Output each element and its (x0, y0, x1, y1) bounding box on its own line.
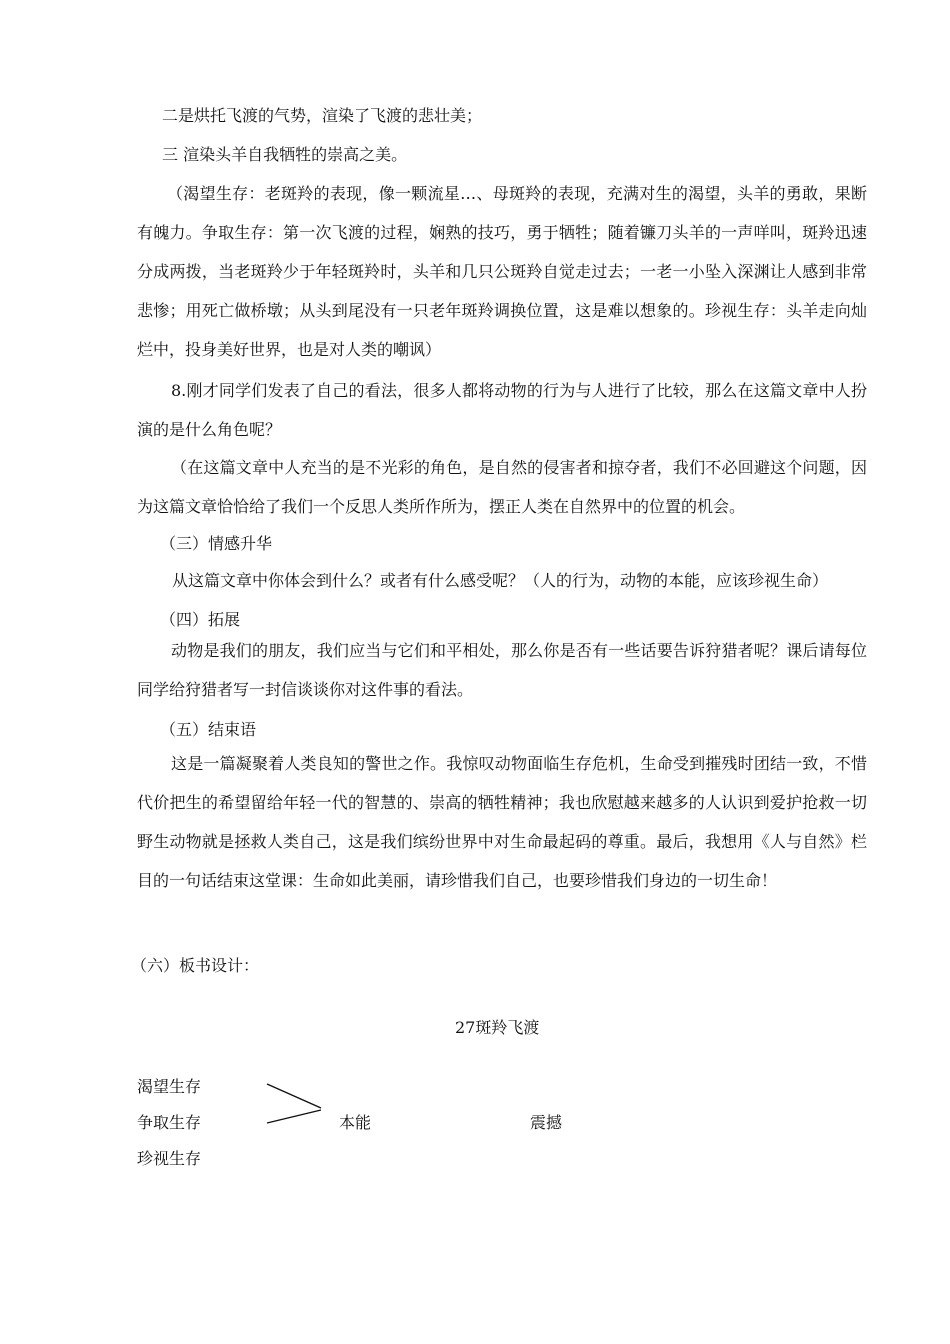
paragraph-feeling: 从这篇文章中你体会到什么？或者有什么感受呢？（人的行为，动物的本能，应该珍视生命） (172, 571, 829, 590)
paragraph-question-8 (137, 371, 867, 449)
board-right: 震撼 (530, 1113, 563, 1132)
paragraph-human-role (137, 448, 867, 526)
paragraph-question-8-text: 8.刚才同学们发表了自己的看法，很多人都将动物的行为与人进行了比较，那么在这篇文章中人扮演的是什么角色呢？ (137, 381, 867, 439)
section-heading-4: （四）拓展 (160, 610, 241, 629)
paragraph-survival (137, 174, 867, 369)
board-left-2: 争取生存 (137, 1113, 202, 1132)
paragraph-human-role-text: （在这篇文章中人充当的是不光彩的角色，是自然的侵害者和掠夺者，我们不必回避这个问题，因为这篇文章恰恰给了我们一个反思人类所作所为，摆正人类在自然界中的位置的机会。 (137, 458, 867, 516)
paragraph-survival-text: （渴望生存：老斑羚的表现，像一颗流星…、母斑羚的表现，充满对生的渴望，头羊的勇敢，果断有魄力。争取生存：第一次飞渡的过程，娴熟的技巧，勇于牺牲；随着镰刀头羊的一声咩叫，斑羚迅速分成两拨，当老斑羚少于年轻斑羚时，头羊和几只公斑羚自觉走过去；一老一小坠入深渊让人感到非常悲惨；用死亡做桥墩；从头到尾没有一只老年斑羚调换位置，这是难以想象的。珍视生存：头羊走向灿烂中，投身美好世界，也是对人类的嘲讽） (137, 184, 867, 359)
section-heading-6: （六）板书设计： (131, 956, 260, 975)
board-left-1: 渴望生存 (137, 1077, 202, 1096)
section-heading-3: （三）情感升华 (160, 534, 273, 553)
board-connector-lines (265, 1080, 325, 1150)
paragraph-conclusion-text: 这是一篇凝聚着人类良知的警世之作。我惊叹动物面临生存危机，生命受到摧残时团结一致，不惜代价把生的希望留给年轻一代的智慧的、崇高的牺牲精神；我也欣慰越来越多的人认识到爱护抢救一切野生动物就是拯救人类自己，这是我们缤纷世界中对生命最起码的尊重。最后，我想用《人与自然》栏目的一句话结束这堂课：生命如此美丽，请珍惜我们自己，也要珍惜我们身边的一切生命！ (137, 754, 867, 890)
line-2: 三 渲染头羊自我牺牲的崇高之美。 (162, 145, 408, 164)
board-middle: 本能 (339, 1113, 372, 1132)
paragraph-extension-text: 动物是我们的朋友，我们应当与它们和平相处，那么你是否有一些话要告诉狩猎者呢？课后请每位同学给狩猎者写一封信谈谈你对这件事的看法。 (137, 641, 867, 699)
section-heading-5: （五）结束语 (160, 720, 257, 739)
board-title: 27斑羚飞渡 (455, 1018, 540, 1037)
paragraph-extension (137, 631, 867, 709)
line-1: 二是烘托飞渡的气势，渲染了飞渡的悲壮美； (162, 106, 483, 125)
board-left-3: 珍视生存 (137, 1149, 202, 1168)
connector-lower (267, 1110, 321, 1123)
paragraph-conclusion (137, 744, 867, 900)
connector-upper (267, 1084, 321, 1108)
